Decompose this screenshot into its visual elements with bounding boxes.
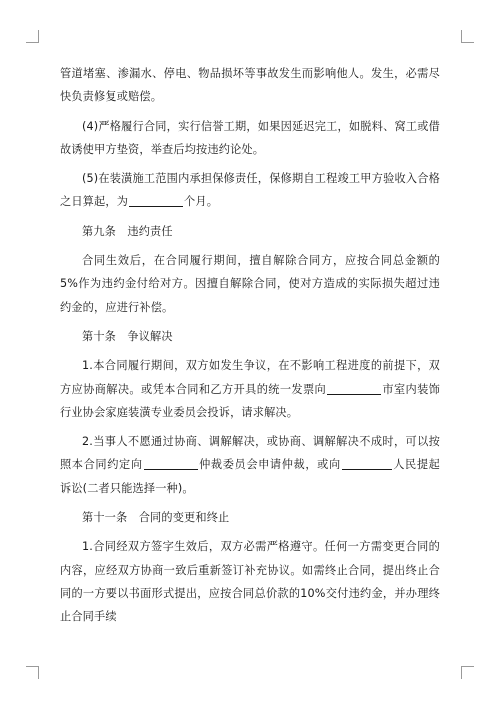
crop-mark-bottom-left (26, 666, 39, 679)
crop-mark-top-left (26, 30, 39, 43)
court-blank (342, 456, 392, 470)
clause-1-text: 1.本合同履行期间，双方如发生争议，在不影响工程进度的前提下，双方应协商解决。或凭本合同和乙方开具的统一发票向 (60, 359, 440, 396)
crop-mark-bottom-right (461, 666, 474, 679)
clause-2-text-b: 仲裁委员会申请仲裁，或向 (198, 458, 341, 472)
article-10-clause-2 (60, 430, 440, 500)
article-9-text: 合同生效后，在合同履行期间，擅自解除合同方，应按合同总金额的5%作为违约金付给对方。因擅自解除合同，使对方造成的实际损失超过违约金的，应进行补偿。 (60, 254, 440, 314)
arbitration-blank (144, 456, 198, 470)
paragraph-continued: 管道堵塞、渗漏水、停电、物品损坏等事故发生而影响他人。发生，必需尽快负责修复或赔偿。 (60, 67, 440, 104)
paragraph-item-5 (60, 167, 440, 213)
warranty-months-blank (129, 193, 183, 207)
article-9-heading: 第九条 违约责任 (82, 224, 173, 238)
paragraph-item-4: (4)严格履行合同，实行信誉工期，如果因延迟完工，如脱料、窝工或借故诱使甲方垫资，举查后均按违约论处。 (60, 119, 440, 156)
crop-mark-top-right (461, 30, 474, 43)
city-blank (327, 381, 381, 395)
clause-2-text-a: 2.当事人不愿通过协商、调解解决，或协商、调解解决不成时，可以按照本合同约定向 (60, 435, 440, 472)
clause-2-text-c: 人民提起诉讼(二者只能选择一种)。 (60, 458, 440, 495)
article-11-clause-1: 1.合同经双方签字生效后，双方必需严格遵守。任何一方需变更合同的内容，应经双方协商一致后重新签订补充协议。如需终止合同，提出终止合同的一方要以书面形式提出，应按合同总价款的10%交付违约金，并办理终止合同手续 (60, 540, 440, 623)
item-5-text: (5)在装潢施工范围内承担保修责任，保修期自工程竣工甲方验收入合格之日算起，为 (60, 172, 440, 209)
clause-1-suffix: 市室内装饰行业协会家庭装潢专业委员会投诉，请求解决。 (60, 382, 440, 419)
item-5-suffix: 个月。 (184, 195, 219, 209)
article-11-heading: 第十一条 合同的变更和终止 (82, 510, 230, 524)
article-10-clause-1 (60, 354, 440, 424)
article-10-heading: 第十条 争议解决 (82, 329, 173, 343)
document-page (60, 62, 440, 634)
